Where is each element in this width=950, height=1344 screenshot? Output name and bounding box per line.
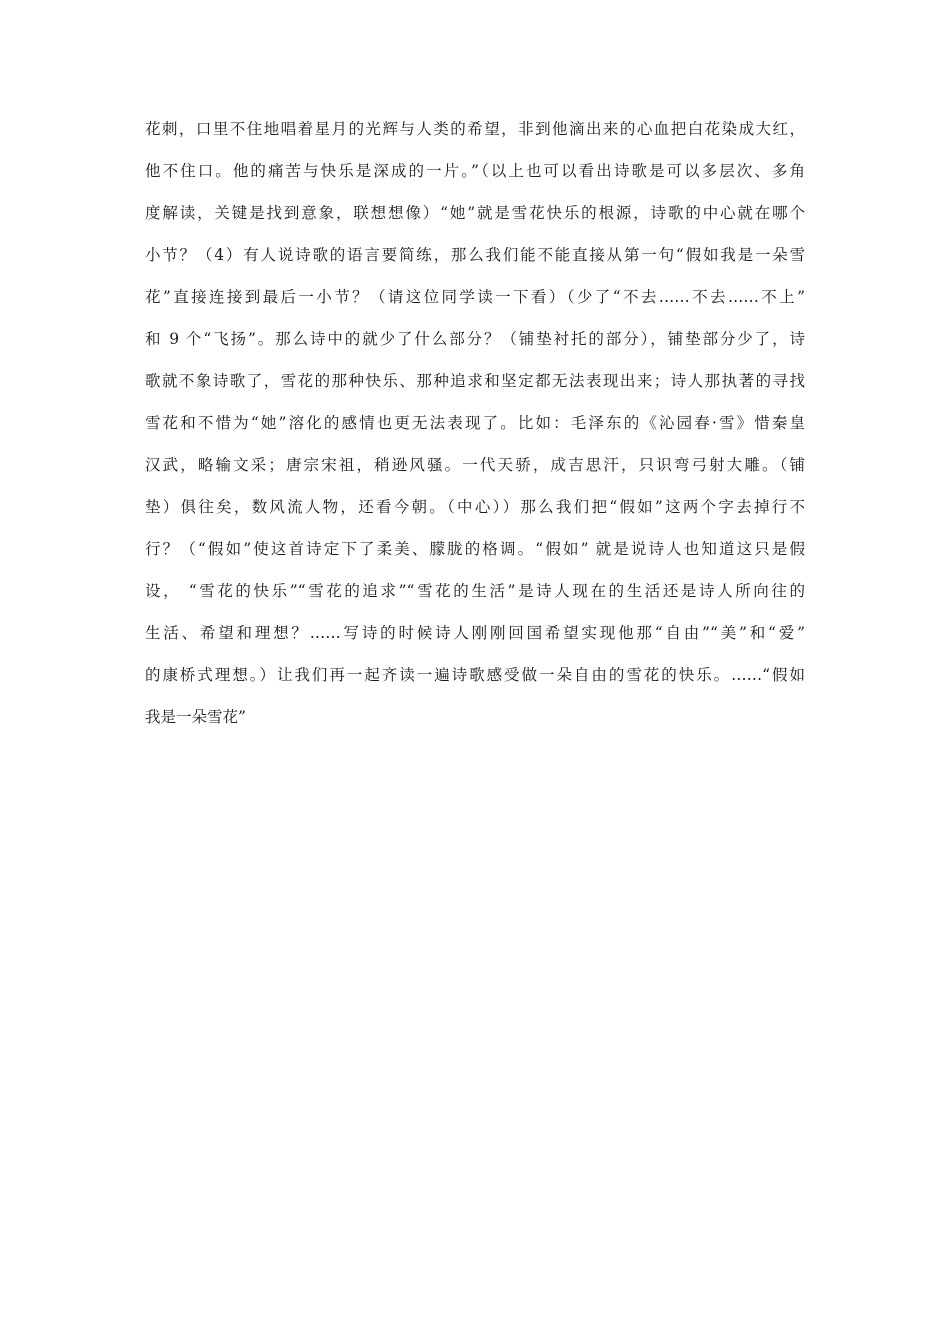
- text-line: 他不住口。他的痛苦与快乐是深成的一片。”（以上也可以看出诗歌是可以多层次、多角: [145, 162, 805, 180]
- text-line: 度解读，关键是找到意象，联想想像）“她”就是雪花快乐的根源，诗歌的中心就在哪个: [145, 204, 805, 222]
- text-line: 小节？（4）有人说诗歌的语言要简练，那么我们能不能直接从第一句“假如我是一朵雪: [145, 246, 805, 264]
- text-line: 行？（“假如”使这首诗定下了柔美、朦胧的格调。“假如” 就是说诗人也知道这只是假: [145, 540, 805, 558]
- text-line: 生活、希望和理想？……写诗的时候诗人刚刚回国希望实现他那“自由”“美”和“爱”: [145, 624, 805, 642]
- text-line: 雪花和不惜为“她”溶化的感情也更无法表现了。比如：毛泽东的《沁园春·雪》惜秦皇: [145, 414, 805, 432]
- text-line: 和 9 个“飞扬”。那么诗中的就少了什么部分？（铺垫衬托的部分），铺垫部分少了，诗: [145, 330, 805, 348]
- text-line: 花刺，口里不住地唱着星月的光辉与人类的希望，非到他滴出来的心血把白花染成大红，: [145, 120, 805, 138]
- text-line: 垫）俱往矣，数风流人物，还看今朝。（中心））那么我们把“假如”这两个字去掉行不: [145, 498, 805, 516]
- text-line: 汉武，略输文采；唐宗宋祖，稍逊风骚。一代天骄，成吉思汗，只识弯弓射大雕。（铺: [145, 456, 805, 474]
- text-line: 设， “雪花的快乐”“雪花的追求”“雪花的生活”是诗人现在的生活还是诗人所向往的: [145, 582, 805, 600]
- text-line: 花”直接连接到最后一小节？（请这位同学读一下看）（少了“不去……不去……不上”: [145, 288, 805, 306]
- text-line: 的康桥式理想。）让我们再一起齐读一遍诗歌感受做一朵自由的雪花的快乐。……“假如: [145, 666, 805, 684]
- body-text: [145, 122, 805, 752]
- text-line-last: 我是一朵雪花”: [145, 708, 246, 726]
- text-line: 歌就不象诗歌了，雪花的那种快乐、那种追求和坚定都无法表现出来；诗人那执著的寻找: [145, 372, 805, 390]
